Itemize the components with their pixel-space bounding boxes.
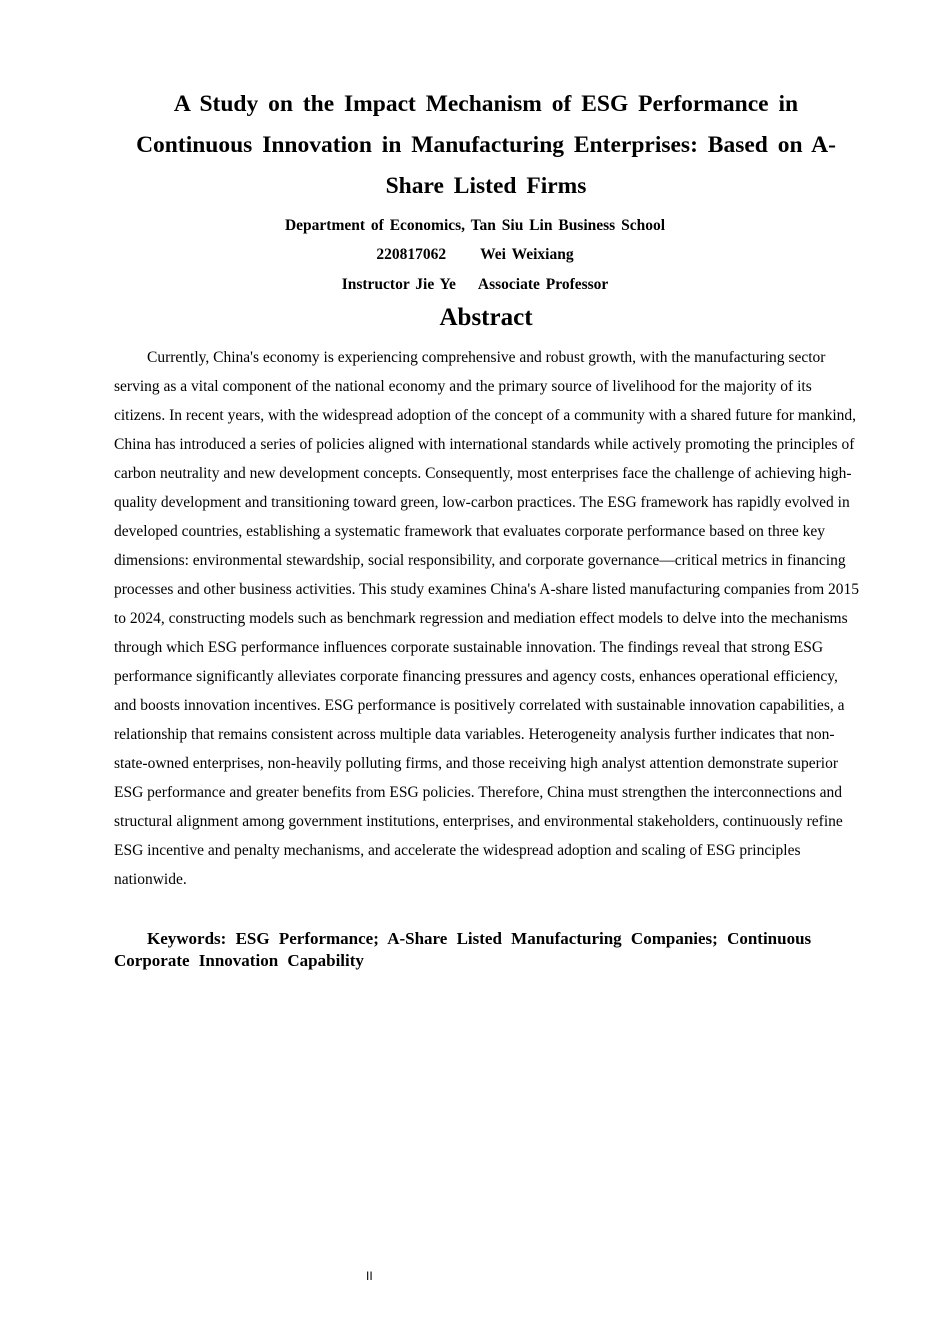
page-number: II (366, 1269, 373, 1283)
student-id: 220817062 (376, 246, 447, 263)
department-line: Department of Economics, Tan Siu Lin Business School (284, 217, 666, 234)
instructor-name: Instructor Jie Ye (341, 276, 456, 293)
student-name: Wei Weixiang (480, 246, 574, 263)
abstract-body: Currently, China's economy is experiencing comprehensive and robust growth, with the manufacturing sector serving as a vital component of the national economy and the primary source of livelihood for the majority of its citizens. In recent years, with the widespread adoption of the concept of a community with a shared future for mankind, China has introduced a series of policies aligned with international standards while actively promoting the principles of carbon neutrality and new development concepts. Consequently, most enterprises face the challenge of achieving high-quality development and transitioning toward green, low-carbon practices. The ESG framework has rapidly evolved in developed countries, establishing a systematic framework that evaluates corporate performance based on three key dimensions: environmental stewardship, social responsibility, and corporate governance—critical metrics in financing processes and other business activities. This study examines China's A-share listed manufacturing companies from 2015 to 2024, constructing models such as benchmark regression and mediation effect models to delve into the mechanisms through which ESG performance influences corporate sustainable innovation. The findings reveal that strong ESG performance significantly alleviates corporate financing pressures and agency costs, enhances operational efficiency, and boosts innovation incentives. ESG performance is positively correlated with sustainable innovation capabilities, a relationship that remains consistent across multiple data variables. Heterogeneity analysis further indicates that non-state-owned enterprises, non-heavily polluting firms, and those receiving high analyst attention demonstrate superior ESG performance and greater benefits from ESG policies. Therefore, China must strengthen the interconnections and structural alignment among government institutions, enterprises, and environmental stakeholders, continuously refine ESG incentive and penalty mechanisms, and accelerate the widespread adoption and scaling of ESG principles nationwide. (114, 349, 860, 888)
instructor-line (0, 275, 950, 295)
paper-title: A Study on the Impact Mechanism of ESG Performance in Continuous Innovation in Manufacturing Enterprises: Based on A-Share Listed Firms (136, 91, 836, 199)
student-line (0, 245, 950, 265)
abstract-heading: Abstract (439, 304, 533, 331)
keywords: Keywords: ESG Performance; A-Share Listed Manufacturing Companies; Continuous Corporate Innovation Capability (114, 929, 812, 970)
instructor-title: Associate Professor (477, 276, 609, 293)
